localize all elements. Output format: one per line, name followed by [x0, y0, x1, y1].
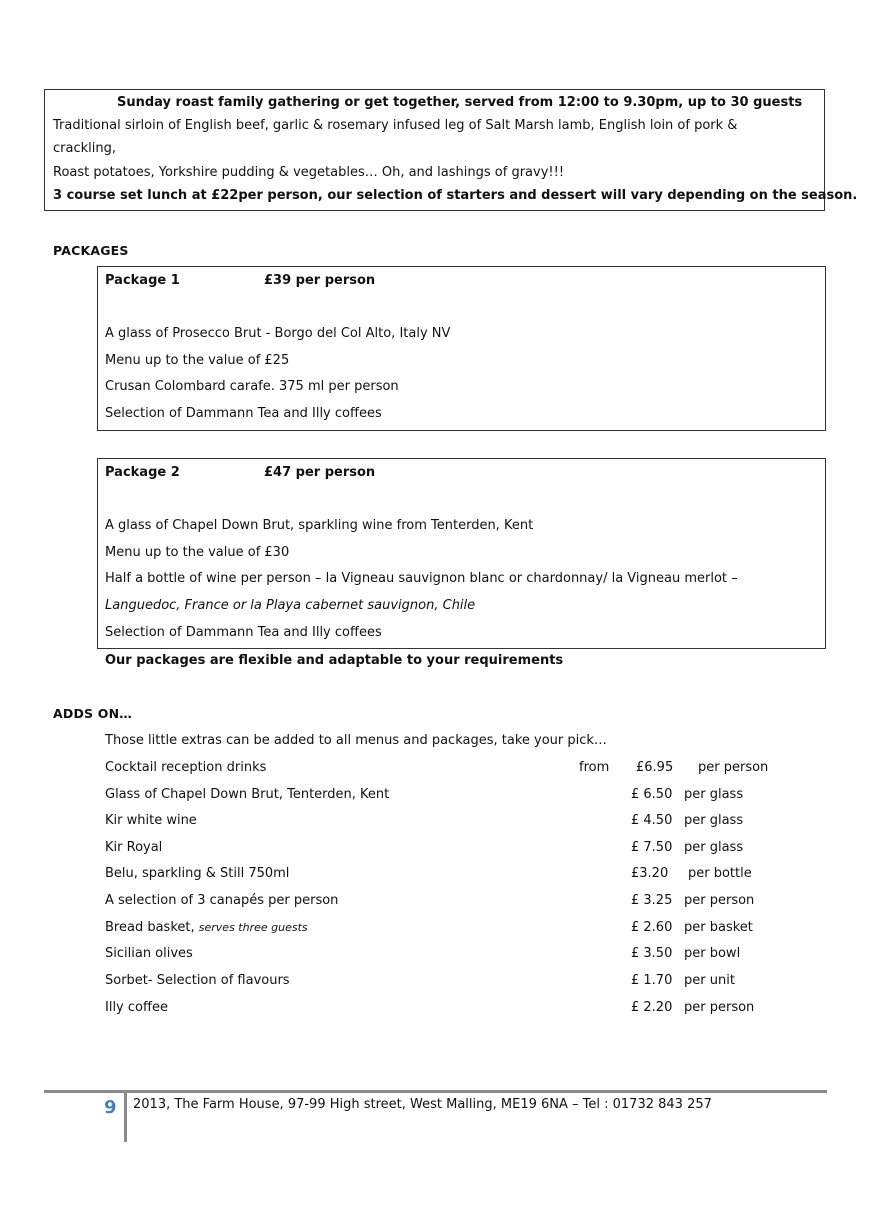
package-2-item: Languedoc, France or la Playa cabernet sauvignon, Chile [105, 598, 476, 613]
addon-name: Kir Royal [105, 840, 163, 855]
package-2-item: Menu up to the value of £30 [105, 545, 290, 560]
footer-rule [44, 1090, 827, 1093]
addon-unit: per bowl [684, 946, 741, 961]
addon-unit: per glass [684, 787, 744, 802]
addon-name: Glass of Chapel Down Brut, Tenterden, Kent [105, 787, 390, 802]
footer-divider [124, 1092, 127, 1142]
footer-address: 2013, The Farm House, 97-99 High street, West Malling, ME19 6NA – Tel : 01732 843 257 [133, 1097, 712, 1112]
addon-price: £6.95 [636, 760, 674, 775]
addon-unit: per bottle [688, 866, 752, 881]
sunday-line-4: 3 course set lunch at £22per person, our selection of starters and dessert will vary depending on the season. [53, 188, 858, 203]
addon-note: serves three guests [198, 921, 308, 934]
package-2-item: A glass of Chapel Down Brut, sparkling wine from Tenterden, Kent [105, 518, 534, 533]
addon-name: A selection of 3 canapés per person [105, 893, 339, 908]
addon-price: £ 3.25 [631, 893, 673, 908]
addon-from: from [579, 760, 610, 775]
addon-name: Cocktail reception drinks [105, 760, 267, 775]
addon-price: £ 4.50 [631, 813, 673, 828]
addon-price: £ 2.60 [631, 920, 673, 935]
addon-row [105, 920, 805, 940]
packages-note: Our packages are flexible and adaptable to your requirements [105, 653, 564, 668]
addon-unit: per person [684, 893, 755, 908]
addon-unit: per person [698, 760, 769, 775]
sunday-heading: Sunday roast family gathering or get together, served from 12:00 to 9.30pm, up to 30 guests [117, 95, 803, 110]
addon-row [105, 813, 805, 833]
sunday-line-3: Roast potatoes, Yorkshire pudding & vegetables… Oh, and lashings of gravy!!! [53, 165, 565, 180]
addon-price: £ 7.50 [631, 840, 673, 855]
sunday-line-2: crackling, [53, 141, 116, 156]
package-1-item: Crusan Colombard carafe. 375 ml per person [105, 379, 399, 394]
sunday-roast-box [44, 89, 858, 211]
addon-unit: per basket [684, 920, 753, 935]
addon-name: Bread basket, [105, 920, 195, 935]
package-1-item: A glass of Prosecco Brut - Borgo del Col Alto, Italy NV [105, 326, 451, 341]
addon-unit: per glass [684, 840, 744, 855]
package-2-title: Package 2 [105, 465, 180, 480]
addon-price: £ 3.50 [631, 946, 673, 961]
page-number: 9 [104, 1097, 117, 1118]
package-2-item: Half a bottle of wine per person – la Vigneau sauvignon blanc or chardonnay/ la Vigneau merlot – [105, 571, 738, 586]
addon-row [105, 760, 805, 780]
package-1-price: £39 per person [264, 273, 376, 288]
addon-name: Sicilian olives [105, 946, 193, 961]
addon-name: Kir white wine [105, 813, 197, 828]
packages-heading: PACKAGES [53, 243, 129, 258]
addon-row [105, 893, 805, 913]
addon-row [105, 946, 805, 966]
sunday-line-1: Traditional sirloin of English beef, garlic & rosemary infused leg of Salt Marsh lamb, English loin of pork & [53, 118, 738, 133]
package-1-box [97, 266, 826, 431]
addon-name: Belu, sparkling & Still 750ml [105, 866, 290, 881]
addon-row [105, 973, 805, 993]
addon-price: £3.20 [631, 866, 669, 881]
addon-unit: per glass [684, 813, 744, 828]
addons-intro: Those little extras can be added to all menus and packages, take your pick… [105, 733, 607, 748]
addon-row [105, 787, 805, 807]
package-1-title: Package 1 [105, 273, 180, 288]
addon-row [105, 840, 805, 860]
addon-price: £ 2.20 [631, 1000, 673, 1015]
addon-row [105, 1000, 805, 1020]
addon-price: £ 6.50 [631, 787, 673, 802]
package-2-item: Selection of Dammann Tea and Illy coffees [105, 625, 382, 640]
addon-name: Illy coffee [105, 1000, 168, 1015]
addon-price: £ 1.70 [631, 973, 673, 988]
addon-row [105, 866, 805, 886]
addon-unit: per unit [684, 973, 735, 988]
addons-heading: ADDS ON… [53, 706, 132, 721]
addon-name: Sorbet- Selection of flavours [105, 973, 290, 988]
package-2-price: £47 per person [264, 465, 376, 480]
package-1-item: Menu up to the value of £25 [105, 353, 290, 368]
package-1-item: Selection of Dammann Tea and Illy coffees [105, 406, 382, 421]
addon-name-wrap [105, 920, 308, 935]
package-2-box [97, 458, 826, 649]
addon-unit: per person [684, 1000, 755, 1015]
